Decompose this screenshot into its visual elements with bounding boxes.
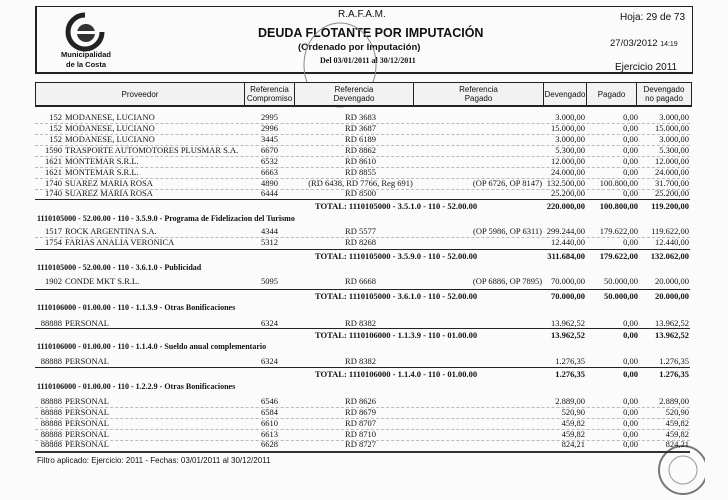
pagado-amount: 100.800,00 (599, 178, 638, 188)
provider-code: 88888 (40, 407, 62, 417)
exercise-year: Ejercicio 2011 (615, 62, 678, 73)
pagado-amount: 179.622,00 (599, 226, 638, 236)
ref-compromiso: 6444 (261, 188, 278, 198)
section-heading: 1110106000 - 01.00.00 - 110 - 1.2.2.9 - Otras Bonificaciones (37, 382, 236, 391)
no-pagado-amount: 24.000,00 (655, 167, 689, 177)
pagado-amount: 0,00 (623, 123, 638, 133)
no-pagado-amount: 12.000,00 (655, 156, 689, 166)
total-label: TOTAL: 1110106000 - 1.1.4.0 - 110 - 01.00.00 (315, 369, 478, 379)
provider-code: 1621 (45, 167, 62, 177)
provider-code: 1902 (45, 276, 62, 286)
devengado-amount: 520,90 (561, 407, 585, 417)
total-pagado: 0,00 (623, 330, 638, 340)
total-no-pagado: 119.200,00 (651, 201, 689, 211)
devengado-amount: 132.500,00 (546, 178, 585, 188)
total-pagado: 179.622,00 (599, 251, 638, 261)
pagado-amount: 0,00 (623, 134, 638, 144)
provider-code: 88888 (40, 418, 62, 428)
ref-compromiso: 2995 (261, 112, 278, 122)
provider-code: 1590 (45, 145, 62, 155)
provider-code: 152 (49, 134, 62, 144)
ref-compromiso: 6663 (261, 167, 278, 177)
devengado-amount: 13.962,52 (551, 318, 585, 328)
col-ref-compromiso-line1: Referencia (250, 85, 289, 94)
ref-devengado: RD 8268 (345, 237, 376, 247)
col-devengado: Devengado (544, 83, 587, 105)
provider-code: 1621 (45, 156, 62, 166)
col-no-pagado-line1: Devengado (643, 85, 685, 94)
ref-compromiso: 5095 (261, 276, 278, 286)
total-no-pagado: 132.062,00 (650, 251, 689, 261)
col-ref-compromiso (245, 83, 295, 105)
section-heading: 1110105000 - 52.00.00 - 110 - 3.5.9.0 - Programa de Fidelizacion del Turismo (37, 214, 295, 223)
ref-devengado: RD 6189 (345, 134, 376, 144)
devengado-amount: 5.300,00 (555, 145, 585, 155)
pagado-amount: 0,00 (623, 396, 638, 406)
pagado-amount: 0,00 (623, 356, 638, 366)
provider-code: 1754 (45, 237, 62, 247)
total-row (35, 328, 690, 341)
total-devengado: 1.276,35 (555, 369, 585, 379)
devengado-amount: 2.889,00 (555, 396, 585, 406)
ref-devengado: RD 8862 (345, 145, 376, 155)
ref-compromiso: 6584 (261, 407, 278, 417)
provider-name: PERSONAL (65, 396, 109, 406)
provider-name: CONDE MKT S.R.L. (65, 276, 140, 286)
no-pagado-amount: 12.440,00 (655, 237, 689, 247)
ref-devengado: RD 6668 (345, 276, 376, 286)
page-subtitle: (Ordenado por Imputación) (298, 42, 421, 53)
provider-name: MONTEMAR S.R.L. (65, 167, 139, 177)
total-row (35, 289, 690, 302)
col-no-pagado-line2: no pagado (645, 94, 683, 103)
devengado-amount: 459,82 (561, 429, 585, 439)
ref-devengado: (RD 6438, RD 7766, Reg 691) (308, 178, 413, 188)
ref-devengado: RD 3683 (345, 112, 376, 122)
provider-name: PERSONAL (65, 356, 109, 366)
ref-devengado: RD 8382 (345, 318, 376, 328)
provider-name: MODANESE, LUCIANO (65, 112, 155, 122)
no-pagado-amount: 15.000,00 (655, 123, 689, 133)
ref-devengado: RD 5577 (345, 226, 376, 236)
date-range: Del 03/01/2011 al 30/12/2011 (320, 56, 416, 65)
devengado-amount: 12.440,00 (551, 237, 585, 247)
footer-divider (35, 451, 690, 453)
no-pagado-amount: 824,21 (665, 439, 689, 449)
provider-name: MONTEMAR S.R.L. (65, 156, 139, 166)
system-name: R.A.F.A.M. (338, 9, 386, 20)
provider-code: 88888 (40, 439, 62, 449)
total-no-pagado: 20.000,00 (655, 291, 689, 301)
pagado-amount: 0,00 (623, 145, 638, 155)
total-devengado: 220.000,00 (546, 201, 585, 211)
provider-code: 88888 (40, 429, 62, 439)
no-pagado-amount: 31.700,00 (655, 178, 689, 188)
devengado-amount: 12.000,00 (551, 156, 585, 166)
report-date (610, 38, 678, 49)
provider-code: 88888 (40, 396, 62, 406)
ref-compromiso: 3445 (261, 134, 278, 144)
municipality-logo (65, 12, 105, 52)
devengado-amount: 824,21 (561, 439, 585, 449)
total-row (35, 199, 690, 212)
provider-name: PERSONAL (65, 418, 109, 428)
devengado-amount: 3.000,00 (555, 134, 585, 144)
ref-pagado: (OP 6886, OP 7895) (472, 276, 543, 286)
pagado-amount: 0,00 (623, 418, 638, 428)
provider-code: 88888 (40, 318, 62, 328)
pagado-amount: 0,00 (623, 156, 638, 166)
provider-code: 152 (49, 123, 62, 133)
section-heading: 1110105000 - 52.00.00 - 110 - 3.6.1.0 - Publicidad (37, 263, 202, 272)
no-pagado-amount: 25.200,00 (655, 188, 689, 198)
ref-compromiso: 6670 (261, 145, 278, 155)
devengado-amount: 299.244,00 (546, 226, 585, 236)
provider-name: MODANESE, LUCIANO (65, 123, 155, 133)
org-line-1: Municipalidad (60, 50, 111, 59)
no-pagado-amount: 119.622,00 (651, 226, 689, 236)
total-pagado: 100.800,00 (599, 201, 638, 211)
no-pagado-amount: 1.276,35 (659, 356, 689, 366)
provider-name: PERSONAL (65, 407, 109, 417)
total-label: TOTAL: 1110105000 - 3.5.1.0 - 110 - 52.00.00 (315, 201, 478, 211)
no-pagado-amount: 20.000,00 (655, 276, 689, 286)
no-pagado-amount: 3.000,00 (659, 134, 689, 144)
pagado-amount: 0,00 (623, 112, 638, 122)
no-pagado-amount: 2.889,00 (659, 396, 689, 406)
ref-devengado: RD 8610 (345, 156, 376, 166)
provider-name: FARIAS ANALIA VERONICA (65, 237, 175, 247)
pagado-amount: 0,00 (623, 439, 638, 449)
pagado-amount: 0,00 (623, 318, 638, 328)
page-title: DEUDA FLOTANTE POR IMPUTACIÓN (258, 26, 484, 40)
total-pagado: 50.000,00 (604, 291, 638, 301)
no-pagado-amount: 3.000,00 (659, 112, 689, 122)
sheet-number: Hoja: 29 de 73 (620, 12, 686, 23)
ref-compromiso: 4344 (261, 226, 278, 236)
ref-devengado: RD 8626 (345, 396, 376, 406)
ref-compromiso: 6628 (261, 439, 278, 449)
col-ref-pagado-line2: Pagado (464, 94, 493, 103)
ref-compromiso: 6324 (261, 356, 278, 366)
ref-devengado: RD 8727 (345, 439, 376, 449)
provider-code: 1740 (45, 188, 62, 198)
org-name (58, 50, 114, 70)
devengado-amount: 70.000,00 (551, 276, 585, 286)
provider-code: 1517 (45, 226, 62, 236)
total-no-pagado: 1.276,35 (659, 369, 689, 379)
total-label: TOTAL: 1110105000 - 3.6.1.0 - 110 - 52.00.00 (315, 291, 478, 301)
section-heading: 1110106000 - 01.00.00 - 110 - 1.1.3.9 - Otras Bonificaciones (37, 303, 236, 312)
no-pagado-amount: 459,82 (665, 418, 689, 428)
devengado-amount: 25.200,00 (551, 188, 585, 198)
filter-footer: Filtro aplicado: Ejercicio: 2011 - Fechas: 03/01/2011 al 30/12/2011 (37, 456, 271, 465)
devengado-amount: 3.000,00 (555, 112, 585, 122)
total-label: TOTAL: 1110106000 - 1.1.3.9 - 110 - 01.00.00 (315, 330, 478, 340)
pagado-amount: 0,00 (623, 429, 638, 439)
table-row (35, 188, 690, 199)
ref-devengado: RD 8679 (345, 407, 376, 417)
no-pagado-amount: 459,82 (665, 429, 689, 439)
ref-devengado: RD 8382 (345, 356, 376, 366)
ref-compromiso: 6324 (261, 318, 278, 328)
col-no-pagado (637, 83, 691, 105)
col-proveedor: Proveedor (36, 83, 245, 105)
provider-name: MODANESE, LUCIANO (65, 134, 155, 144)
ref-compromiso: 2996 (261, 123, 278, 133)
pagado-amount: 50.000,00 (604, 276, 638, 286)
ref-compromiso: 5312 (261, 237, 278, 247)
provider-code: 88888 (40, 356, 62, 366)
col-ref-devengado-line1: Referencia (334, 85, 374, 94)
provider-name: PERSONAL (65, 429, 109, 439)
provider-code: 152 (49, 112, 62, 122)
provider-name: SUAREZ MARIA ROSA (65, 178, 153, 188)
pagado-amount: 0,00 (623, 407, 638, 417)
ref-compromiso: 4890 (261, 178, 278, 188)
col-ref-pagado (414, 83, 544, 105)
col-ref-devengado (295, 83, 414, 105)
total-row (35, 367, 690, 380)
pagado-amount: 0,00 (623, 237, 638, 247)
table-row (35, 237, 690, 248)
table-header (35, 82, 692, 107)
devengado-amount: 15.000,00 (551, 123, 585, 133)
devengado-amount: 24.000,00 (551, 167, 585, 177)
total-no-pagado: 13.962,52 (655, 330, 689, 340)
ref-devengado: RD 8710 (345, 429, 376, 439)
report-time: 14:19 (660, 41, 678, 48)
ref-compromiso: 6546 (261, 396, 278, 406)
devengado-amount: 1.276,35 (555, 356, 585, 366)
ref-devengado: RD 3687 (345, 123, 376, 133)
col-ref-compromiso-line2: Compromiso (246, 94, 293, 103)
ref-devengado: RD 8707 (345, 418, 376, 428)
total-devengado: 13.962,52 (551, 330, 585, 340)
report-date-value: 27/03/2012 (610, 38, 658, 49)
provider-name: TRASPORTE AUTOMOTORES PLUSMAR S.A. (65, 145, 239, 155)
total-devengado: 311.684,00 (547, 251, 585, 261)
col-pagado: Pagado (587, 83, 637, 105)
ref-pagado: (OP 6726, OP 8147) (472, 178, 543, 188)
ref-pagado: (OP 5986, OP 6311) (473, 226, 542, 236)
pagado-amount: 0,00 (623, 188, 638, 198)
total-row (35, 249, 690, 262)
table-row (35, 276, 690, 287)
ref-devengado: RD 8500 (345, 188, 376, 198)
ref-devengado: RD 8855 (345, 167, 376, 177)
ref-compromiso: 6532 (261, 156, 278, 166)
no-pagado-amount: 520,90 (665, 407, 689, 417)
col-ref-devengado-line2: Devengado (333, 94, 375, 103)
section-heading: 1110106000 - 01.00.00 - 110 - 1.1.4.0 - Sueldo anual complementario (37, 342, 267, 351)
provider-name: ROCK ARGENTINA S.A. (65, 226, 157, 236)
devengado-amount: 459,82 (561, 418, 585, 428)
provider-code: 1740 (45, 178, 62, 188)
provider-name: PERSONAL (65, 439, 109, 449)
ref-compromiso: 6610 (261, 418, 278, 428)
org-line-2: de la Costa (65, 60, 106, 69)
total-label: TOTAL: 1110105000 - 3.5.9.0 - 110 - 52.00.00 (315, 251, 478, 261)
pagado-amount: 0,00 (623, 167, 638, 177)
table-row (35, 439, 690, 450)
no-pagado-amount: 13.962,52 (655, 318, 689, 328)
provider-name: PERSONAL (65, 318, 109, 328)
table-row (35, 356, 690, 367)
col-ref-pagado-line1: Referencia (459, 85, 498, 94)
provider-name: SUAREZ MARIA ROSA (65, 188, 153, 198)
total-devengado: 70.000,00 (551, 291, 585, 301)
total-pagado: 0,00 (623, 369, 638, 379)
no-pagado-amount: 5.300,00 (659, 145, 689, 155)
ref-compromiso: 6613 (261, 429, 278, 439)
